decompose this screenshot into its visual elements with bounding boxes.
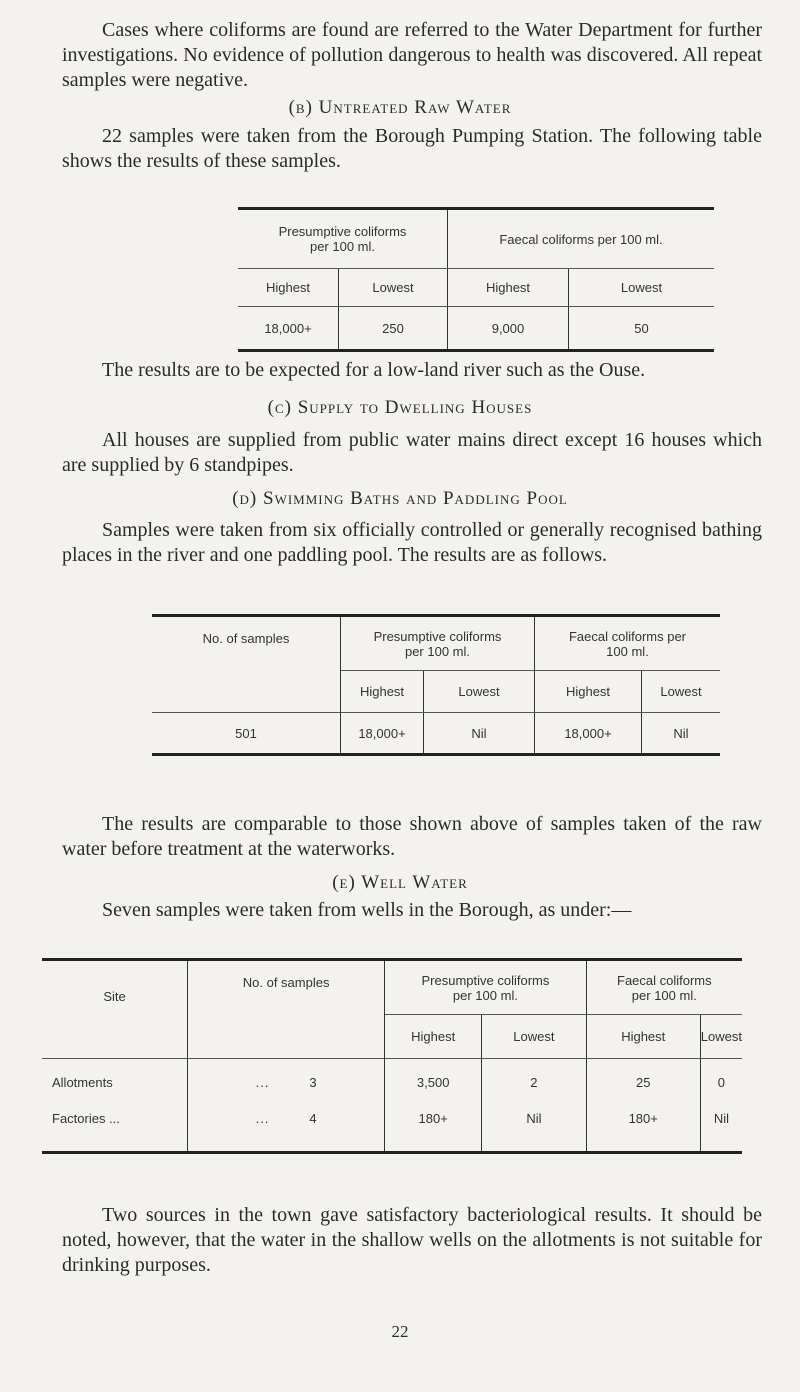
raw-faecal-highest-header: Highest bbox=[448, 269, 569, 307]
intro-paragraph: Cases where coliforms are found are referred to the Water Department for further investigations. No evidence of pollution dangerous to health was discovered. All repeat samples were negative. bbox=[62, 19, 762, 91]
untreated-raw-water-paragraph: 22 samples were taken from the Borough Pumping Station. The following table shows the results of these samples. bbox=[62, 125, 762, 172]
well-site-header: Site bbox=[42, 960, 188, 1059]
well-water-table bbox=[42, 958, 742, 1154]
table-row bbox=[42, 1107, 742, 1153]
well-faecal-lowest: 0 bbox=[717, 1075, 726, 1091]
swimming-faecal-header: Faecal coliforms per 100 ml. bbox=[535, 616, 721, 671]
raw-presumptive-highest: 18,000+ bbox=[238, 307, 339, 351]
well-samples-allotments: ... 3 bbox=[188, 1059, 385, 1107]
well-samples-header: No. of samples bbox=[188, 960, 385, 1059]
well-faecal-highest: 25 bbox=[586, 1059, 700, 1107]
heading-swimming-baths: (d) Swimming Baths and Paddling Pool bbox=[232, 488, 568, 509]
raw-water-results-paragraph: The results are to be expected for a low-land river such as the Ouse. bbox=[102, 359, 646, 381]
well-samples-factories: ... 4 bbox=[188, 1107, 385, 1153]
well-presumptive-highest: 3,500 bbox=[385, 1059, 482, 1107]
well-faecal-lowest-header: Lowest bbox=[700, 1015, 742, 1059]
heading-well-water: (e) Well Water bbox=[332, 872, 468, 893]
well-faecal-header: Faecal coliforms per 100 ml. bbox=[586, 960, 742, 1015]
page-number: 22 bbox=[391, 1322, 409, 1341]
swimming-faecal-lowest-header: Lowest bbox=[642, 671, 721, 713]
swimming-baths-table bbox=[152, 614, 720, 756]
raw-presumptive-header: Presumptive coliforms per 100 ml. bbox=[238, 209, 448, 269]
raw-presumptive-lowest: 250 bbox=[339, 307, 448, 351]
well-presumptive-lowest: Nil bbox=[482, 1107, 587, 1153]
leader-dots: ... bbox=[255, 1075, 270, 1091]
well-faecal-lowest: Nil bbox=[713, 1110, 729, 1126]
raw-faecal-highest: 9,000 bbox=[448, 307, 569, 351]
swimming-samples-header: No. of samples bbox=[152, 616, 341, 713]
raw-faecal-lowest: 50 bbox=[634, 320, 649, 336]
well-presumptive-highest: 180+ bbox=[385, 1107, 482, 1153]
swimming-faecal-highest-header: Highest bbox=[535, 671, 642, 713]
swimming-results-paragraph: The results are comparable to those shown above of samples taken of the raw water before treatment at the waterworks. bbox=[62, 813, 762, 860]
leader-dots: ... bbox=[255, 1110, 270, 1126]
well-water-paragraph: Seven samples were taken from wells in the Borough, as under:— bbox=[102, 899, 632, 921]
swimming-samples-count: 501 bbox=[152, 713, 341, 755]
well-presumptive-lowest: 2 bbox=[482, 1059, 587, 1107]
well-presumptive-lowest-header: Lowest bbox=[482, 1015, 587, 1059]
swimming-faecal-lowest: Nil bbox=[673, 725, 689, 741]
swimming-presumptive-highest-header: Highest bbox=[341, 671, 424, 713]
swimming-presumptive-header: Presumptive coliforms per 100 ml. bbox=[341, 616, 535, 671]
well-site-allotments: Allotments bbox=[42, 1059, 188, 1107]
swimming-presumptive-lowest: Nil bbox=[424, 713, 535, 755]
well-faecal-highest: 180+ bbox=[586, 1107, 700, 1153]
table-row bbox=[42, 1059, 742, 1107]
swimming-presumptive-highest: 18,000+ bbox=[341, 713, 424, 755]
raw-water-table bbox=[238, 207, 714, 352]
well-faecal-highest-header: Highest bbox=[586, 1015, 700, 1059]
well-site-factories: Factories ... bbox=[42, 1107, 188, 1153]
well-presumptive-highest-header: Highest bbox=[385, 1015, 482, 1059]
swimming-baths-paragraph: Samples were taken from six officially controlled or generally recognised bathing places in the river and one paddling pool. The results are as follows. bbox=[62, 519, 762, 566]
supply-paragraph: All houses are supplied from public water mains direct except 16 houses which are supplied by 6 standpipes. bbox=[62, 429, 762, 476]
swimming-presumptive-lowest-header: Lowest bbox=[424, 671, 535, 713]
raw-presumptive-highest-header: Highest bbox=[238, 269, 339, 307]
raw-faecal-lowest-header: Lowest bbox=[569, 269, 715, 307]
raw-faecal-header: Faecal coliforms per 100 ml. bbox=[448, 209, 715, 269]
heading-untreated-raw-water: (b) Untreated Raw Water bbox=[288, 97, 512, 118]
swimming-faecal-highest: 18,000+ bbox=[535, 713, 642, 755]
well-presumptive-header: Presumptive coliforms per 100 ml. bbox=[385, 960, 586, 1015]
heading-supply-to-dwelling-houses: (c) Supply to Dwelling Houses bbox=[267, 397, 533, 418]
well-water-conclusion-paragraph: Two sources in the town gave satisfactory bacteriological results. It should be noted, however, that the water in the shallow wells on the allotments is not suitable for drinking purposes. bbox=[62, 1204, 762, 1276]
raw-presumptive-lowest-header: Lowest bbox=[339, 269, 448, 307]
